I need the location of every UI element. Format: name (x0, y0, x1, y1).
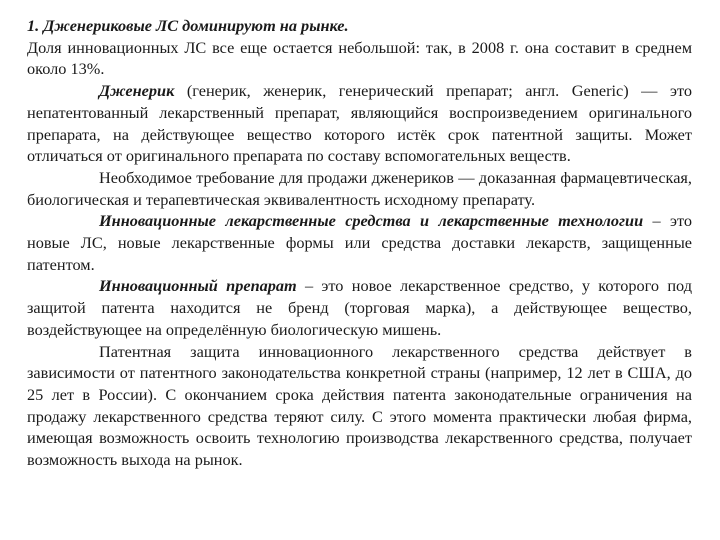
paragraph-innovative-drugs (27, 210, 692, 275)
innovative-drugs-text: – это новые ЛС, новые лекарственные формы или средства доставки лекарств, защищенные патентом. (27, 211, 692, 274)
innovative-preparation-text: – это новое лекарственное средство, у которого под защитой патента находится не бренд (торговая марка), а действующее вещество, воздействующее на определённую биологическую мишень. (27, 276, 693, 339)
document-body (27, 15, 692, 471)
paragraph-generic-requirement: Необходимое требование для продажи дженериков — доказанная фармацевтическая, биологическая и терапевтическая эквивалентность исходному препарату. (27, 167, 692, 209)
paragraph-innovative-preparation (27, 275, 692, 340)
term-innovative-drugs: Инновационные лекарственные средства и лекарственные технологии (99, 211, 644, 231)
paragraph-generic-definition (27, 80, 692, 167)
heading-text: Дженериковые ЛС доминируют на рынке. (43, 16, 349, 35)
paragraph-innovative-share: Доля инновационных ЛС все еще остается небольшой: так, в 2008 г. она составит в среднем около 13%. (27, 37, 692, 79)
paragraph-patent-protection: Патентная защита инновационного лекарственного средства действует в зависимости от патентного законодательства конкретной страны (например, 12 лет в США, до 25 лет в России). С окончанием срока действия патента законодательные ограничения на продажу лекарственного средства теряют силу. С этого момента практически любая фирма, имеющая возможность освоить технологию производства лекарственного средства, получает возможность выхода на рынок. (27, 341, 692, 470)
generic-definition-text: (генерик, женерик, генерический препарат; англ. Generic) — это непатентованный лекарственный препарат, являющийся воспроизведением оригинального препарата, на действующее вещество которого истёк срок патентной защиты. Может отличаться от оригинального препарата по составу вспомогательных веществ. (27, 81, 692, 166)
term-innovative-preparation: Инновационный препарат (99, 276, 297, 296)
term-generic: Дженерик (99, 81, 175, 101)
section-heading (27, 15, 692, 37)
heading-number: 1. (27, 16, 40, 35)
